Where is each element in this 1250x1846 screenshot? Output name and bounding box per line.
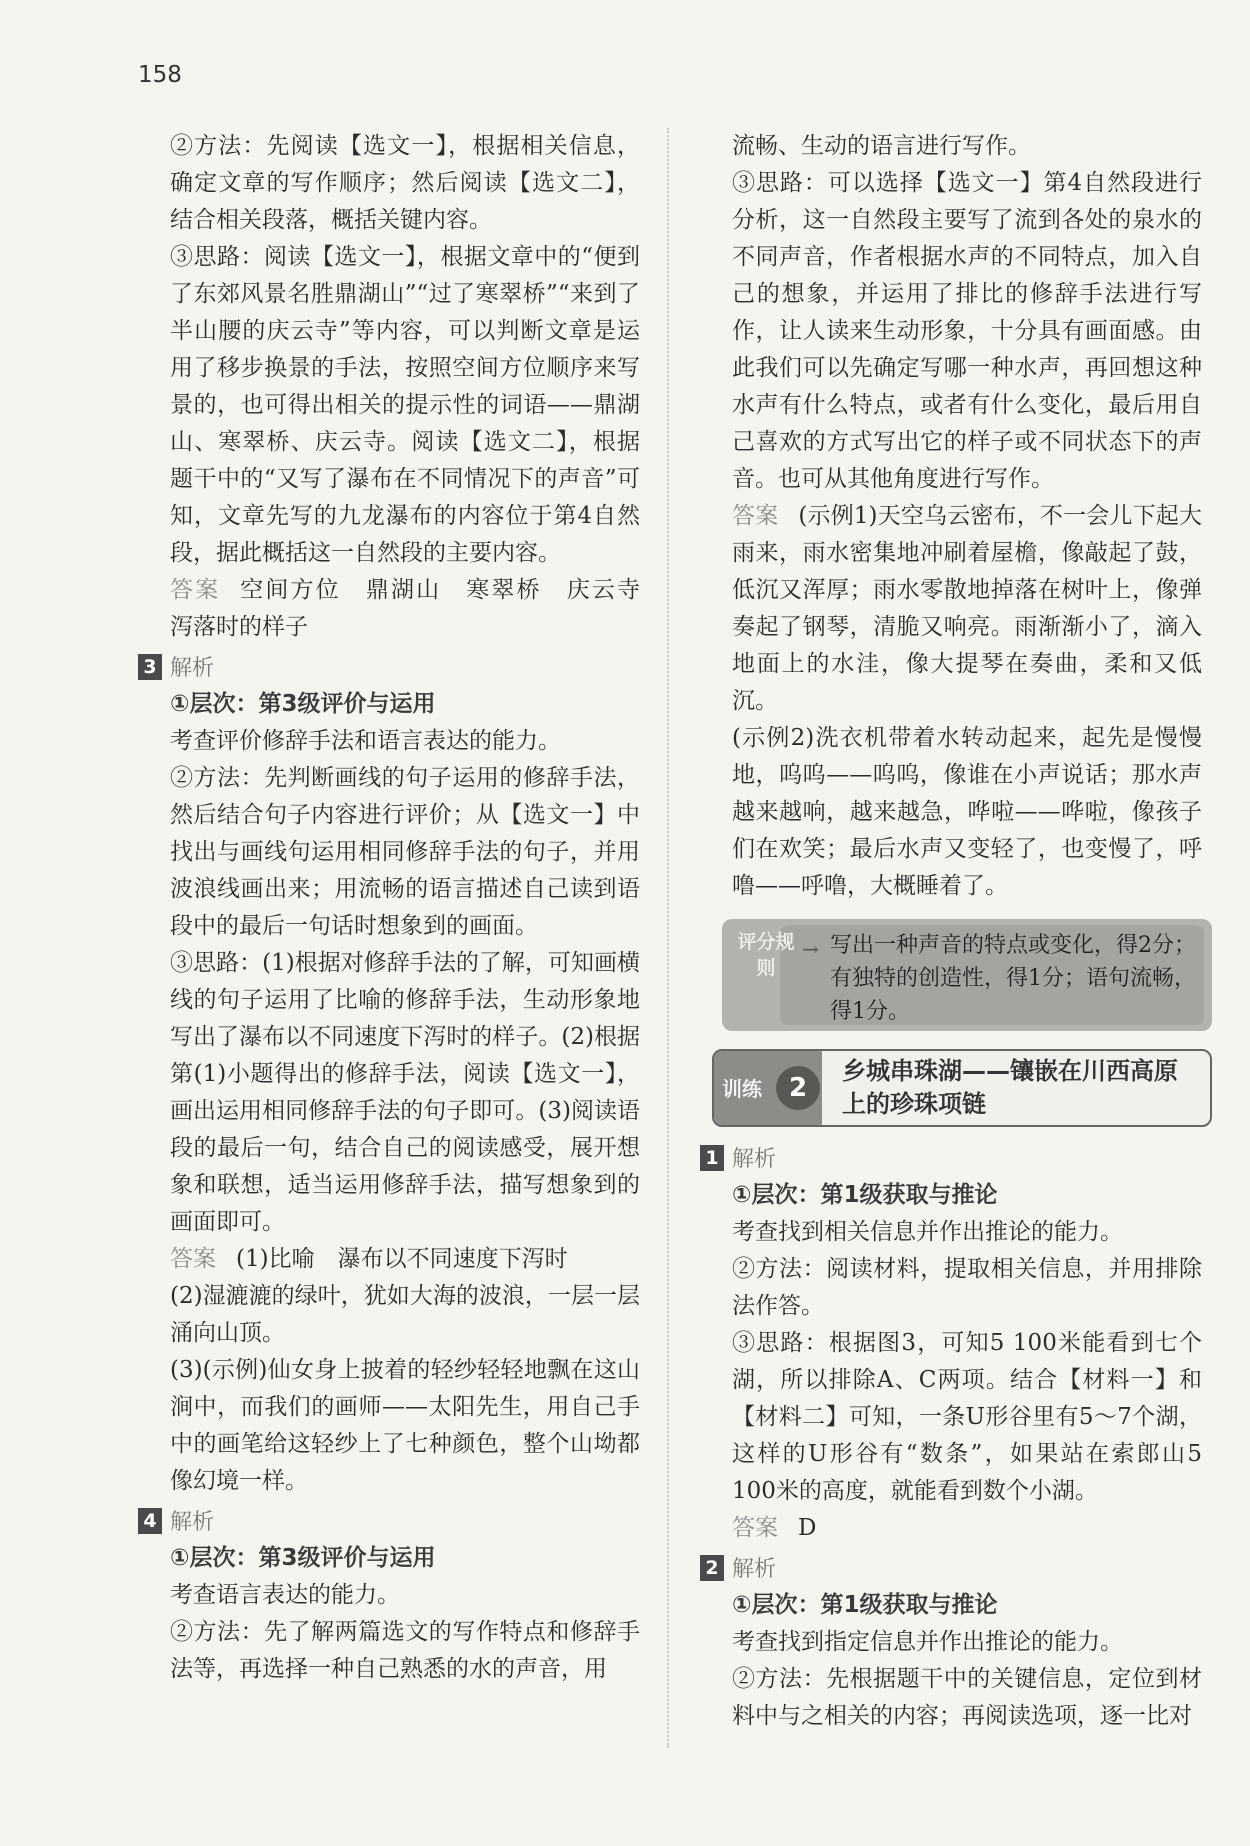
level-label: ①层次： xyxy=(170,691,259,717)
answer-label: 答案 xyxy=(170,577,221,603)
level-value: 第3级评价与运用 xyxy=(258,691,436,717)
arrow-right-icon: → xyxy=(802,937,819,961)
answer-paragraph xyxy=(732,498,1202,720)
answer-label: 答案 xyxy=(170,1246,216,1272)
method-paragraph: ②方法：先了解两篇选文的写作特点和修辞手法等，再选择一种自己熟悉的水的声音，用 xyxy=(170,1619,640,1682)
training-label-block xyxy=(714,1051,822,1125)
answer-text: (3)(示例)仙女身上披着的轻纱轻轻地飘在这山涧中，而我们的画师——太阳先生，用自己手中的画笔给这轻纱上了七种颜色，整个山坳都像幻境一样。 xyxy=(170,1357,640,1494)
section-number-badge: 3 xyxy=(138,654,162,680)
rubric-tag: 评分规则 xyxy=(737,931,795,979)
scoring-rubric xyxy=(722,919,1212,1031)
answer-paragraph xyxy=(732,1510,1202,1547)
answer-text: D xyxy=(798,1515,817,1541)
section-2-header xyxy=(705,1551,1202,1585)
idea-paragraph: ③思路：(1)根据对修辞手法的了解，可知画横线的句子运用了比喻的修辞手法，生动形象地写出了瀑布以不同速度下泻时的样子。(2)根据第(1)小题得出的修辞手法，阅读【选文一】，画出运用相同修辞手法的句子即可。(3)阅读语段的最后一句，结合自己的阅读感受，展开想象和联想，适当运用修辞手法，描写想象到的画面即可。 xyxy=(170,950,640,1235)
level-value: 第3级评价与运用 xyxy=(258,1545,436,1571)
idea-paragraph: ③思路：阅读【选文一】，根据文章中的“便到了东郊风景名胜鼎湖山”“过了寒翠桥”“来到了半山腰的庆云寺”等内容，可以判断文章是运用了移步换景的手法，按照空间方位顺序来写景的，也可得出相关的提示性的词语——鼎湖山、寒翠桥、庆云寺。阅读【选文二】，根据题干中的“又写了瀑布在不同情况下的声音”可知，文章先写的九龙瀑布的内容位于第4自然段，据此概括这一自然段的主要内容。 xyxy=(170,244,640,566)
section-1-header xyxy=(705,1141,1202,1175)
section-title: 解析 xyxy=(732,1557,777,1582)
idea-paragraph: ③思路：可以选择【选文一】第4自然段进行分析，这一自然段主要写了流到各处的泉水的不同声音，作者根据水声的不同特点，加入自己的想象，并运用了排比的修辞手法进行写作，让人读来生动形象，十分具有画面感。由此我们可以先确定写哪一种水声，再回想这种水声有什么特点，或者有什么变化，最后用自己喜欢的方式写出它的样子或不同状态下的声音。也可从其他角度进行写作。 xyxy=(732,170,1202,492)
level-line xyxy=(732,1177,1202,1214)
training-number: 2 xyxy=(776,1066,820,1110)
method-paragraph: ②方法：先根据题干中的关键信息，定位到材料中与之相关的内容；再阅读选项，逐一比对 xyxy=(732,1666,1202,1729)
level-line xyxy=(732,1587,1202,1624)
section-title: 解析 xyxy=(732,1147,777,1172)
section-4-header xyxy=(143,1504,640,1538)
right-column xyxy=(705,128,1202,1735)
level-description: 考查找到相关信息并作出推论的能力。 xyxy=(732,1219,1123,1245)
answer-text: 空间方位 鼎湖山 寒翠桥 庆云寺 泻落时的样子 xyxy=(170,577,664,640)
training-word: 训练 xyxy=(722,1077,762,1101)
rubric-text: 写出一种声音的特点或变化，得2分；有独特的创造性，得1分；语句流畅，得1分。 xyxy=(830,933,1196,1024)
level-value: 第1级获取与推论 xyxy=(820,1592,998,1618)
training-banner xyxy=(712,1049,1212,1127)
section-3-header xyxy=(143,650,640,684)
section-title: 解析 xyxy=(170,656,215,681)
level-line xyxy=(170,686,640,723)
idea-paragraph: ③思路：根据图3，可知5 100米能看到七个湖，所以排除A、C两项。结合【材料一】和【材料二】可知，一条U形谷里有5～7个湖，这样的U形谷有“数条”，如果站在索郎山5 100米的高度，就能看到数个小湖。 xyxy=(732,1330,1202,1504)
answer-text: (示例2)洗衣机带着水转动起来，起先是慢慢地，呜呜——呜呜，像谁在小声说话；那水声越来越响，越来越急，哗啦——哗啦，像孩子们在欢笑；最后水声又变轻了，也变慢了，呼噜——呼噜，大概睡着了。 xyxy=(732,725,1202,899)
level-label: ①层次： xyxy=(170,1545,259,1571)
section-number-badge: 2 xyxy=(700,1555,724,1581)
left-column xyxy=(143,128,664,1688)
section-number-badge: 1 xyxy=(700,1145,724,1171)
answer-label: 答案 xyxy=(732,503,779,529)
continued-paragraph: 流畅、生动的语言进行写作。 xyxy=(732,133,1031,159)
level-line xyxy=(170,1540,640,1577)
answer-paragraph xyxy=(170,1241,640,1278)
answer-text: (2)湿漉漉的绿叶，犹如大海的波浪，一层一层涌向山顶。 xyxy=(170,1283,640,1346)
level-description: 考查找到指定信息并作出推论的能力。 xyxy=(732,1629,1123,1655)
method-paragraph: ②方法：阅读材料，提取相关信息，并用排除法作答。 xyxy=(732,1256,1202,1319)
method-paragraph: ②方法：先阅读【选文一】，根据相关信息，确定文章的写作顺序；然后阅读【选文二】，结合相关段落，概括关键内容。 xyxy=(170,133,640,233)
column-divider xyxy=(667,128,669,1748)
level-label: ①层次： xyxy=(732,1592,821,1618)
level-label: ①层次： xyxy=(732,1182,821,1208)
training-title: 乡城串珠湖——镶嵌在川西高原上的珍珠项链 xyxy=(842,1057,1178,1118)
section-title: 解析 xyxy=(170,1510,215,1535)
level-value: 第1级获取与推论 xyxy=(820,1182,998,1208)
level-description: 考查评价修辞手法和语言表达的能力。 xyxy=(170,728,561,754)
level-description: 考查语言表达的能力。 xyxy=(170,1582,400,1608)
method-paragraph: ②方法：先判断画线的句子运用的修辞手法，然后结合句子内容进行评价；从【选文一】中找出与画线句运用相同修辞手法的句子，并用波浪线画出来；用流畅的语言描述自己读到语段中的最后一句话时想象到的画面。 xyxy=(170,765,640,939)
answer-text: (示例1)天空乌云密布，不一会儿下起大雨来，雨水密集地冲刷着屋檐，像敲起了鼓，低沉又浑厚；雨水零散地掉落在树叶上，像弹奏起了钢琴，清脆又响亮。雨渐渐小了，滴入地面上的水洼，像大提琴在奏曲，柔和又低沉。 xyxy=(732,503,1202,714)
answer-paragraph xyxy=(170,572,664,646)
answer-label: 答案 xyxy=(732,1515,778,1541)
answer-text: (1)比喻 瀑布以不同速度下泻时 xyxy=(236,1246,568,1272)
section-number-badge: 4 xyxy=(138,1508,162,1534)
page-number: 158 xyxy=(138,62,182,88)
